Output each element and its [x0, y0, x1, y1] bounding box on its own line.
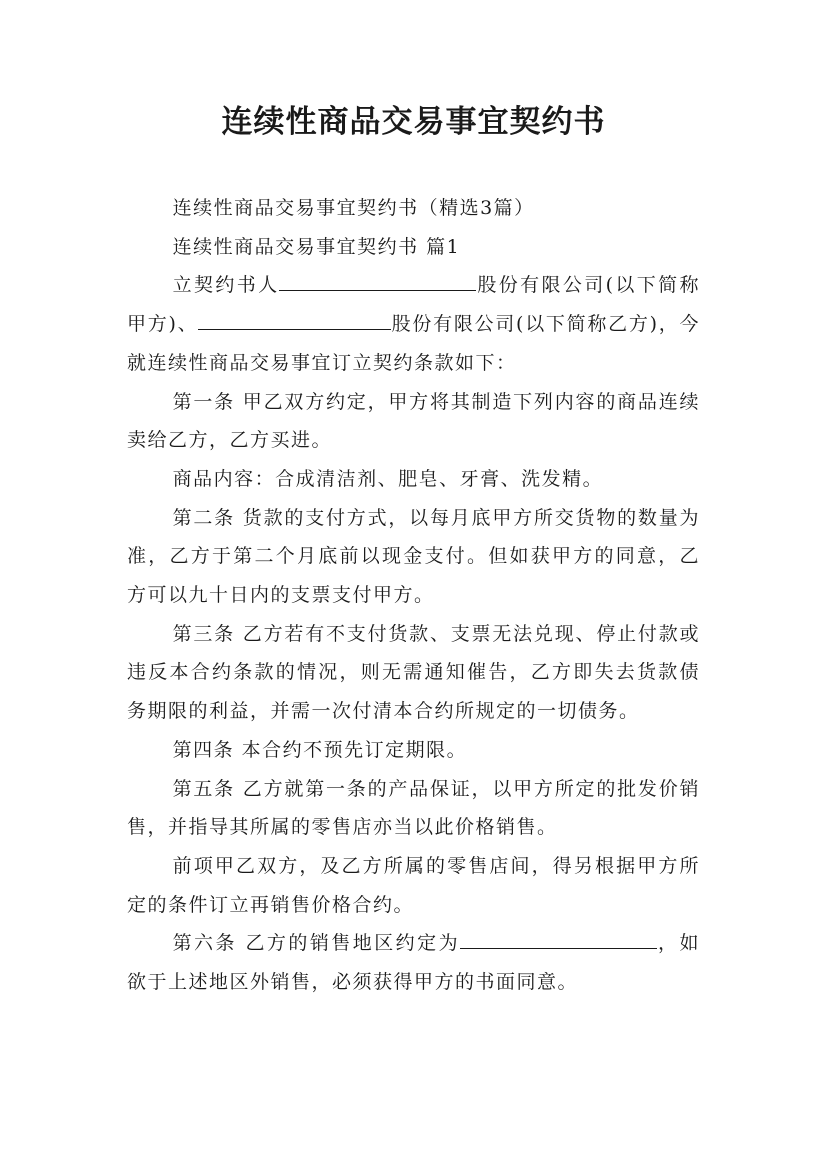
- article-3: 第三条 乙方若有不支付货款、支票无法兑现、停止付款或违反本合约条款的情况，则无需通知催告，乙方即失去货款债务期限的利益，并需一次付清本合约所规定的一切债务。: [127, 622, 700, 723]
- article-6-text-b: ，如欲于上述地区外销售，必须获得甲方的书面同意。: [127, 932, 700, 994]
- article-6: [127, 924, 700, 1001]
- goods-paragraph: 商品内容：合成清洁剂、肥皂、牙膏、洗发精。: [172, 467, 604, 490]
- article-2: 第二条 货款的支付方式，以每月底甲方所交货物的数量为准，乙方于第二个月底前以现金支付。但如获甲方的同意，乙方可以九十日内的支票支付甲方。: [127, 506, 700, 607]
- subtitle-paragraph: 连续性商品交易事宜契约书（精选3篇）: [172, 197, 535, 219]
- document-title: 连续性商品交易事宜契约书: [221, 104, 606, 140]
- article-5-clause-2: 前项甲乙双方，及乙方所属的零售店间，得另根据甲方所定的条件订立再销售价格合约。: [127, 854, 700, 916]
- intro-paragraph: [127, 266, 700, 382]
- article-6-text-a: 第六条 乙方的销售地区约定为: [172, 932, 461, 955]
- article-1: 第一条 甲乙双方约定，甲方将其制造下列内容的商品连续卖给乙方，乙方买进。: [127, 390, 700, 452]
- chapter-heading: 连续性商品交易事宜契约书 篇1: [172, 235, 461, 258]
- party-b-blank: [198, 307, 391, 330]
- article-4: 第四条 本合约不预先订定期限。: [172, 738, 468, 761]
- intro-text-b: 股份有限公司(以下简称甲方)、: [127, 274, 700, 336]
- sales-region-blank: [460, 926, 657, 949]
- intro-text-c: 股份有限公司(以下简称乙方)，今就连续性商品交易事宜订立契约条款如下：: [127, 313, 701, 374]
- intro-text-a: 立契约书人: [172, 274, 280, 297]
- article-5: 第五条 乙方就第一条的产品保证，以甲方所定的批发价销售，并指导其所属的零售店亦当以此价格销售。: [127, 777, 700, 839]
- document-body: [127, 189, 700, 1002]
- party-a-blank: [279, 268, 476, 291]
